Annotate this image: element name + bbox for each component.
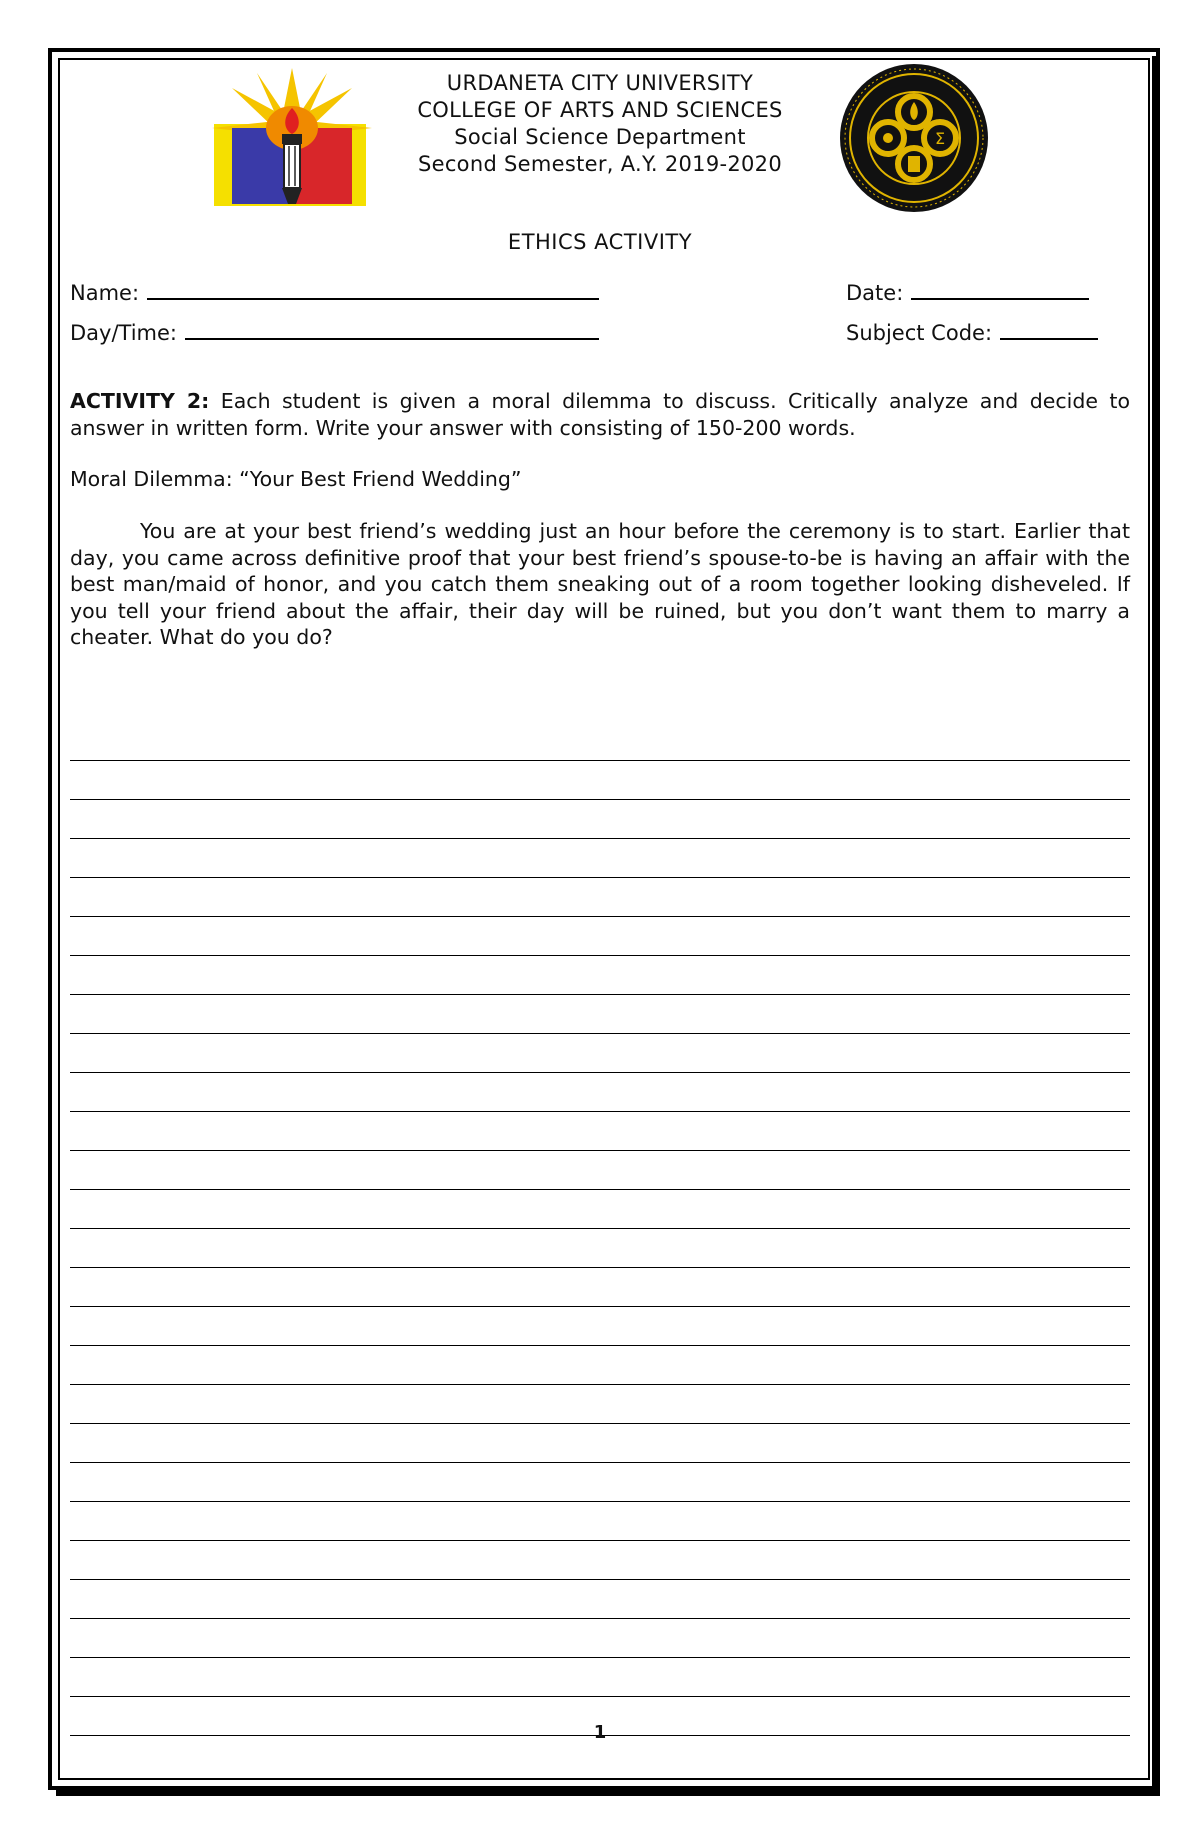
subject-code-blank[interactable] — [1000, 320, 1098, 340]
university-logo-icon — [212, 68, 372, 208]
activity-instructions — [70, 388, 1130, 441]
college-seal-icon — [838, 62, 990, 214]
answer-line[interactable] — [70, 800, 1130, 839]
dilemma-text: You are at your best friend’s wedding just an hour before the ceremony is to start. Earlier that day, you came across definitive proof that your best friend’s spouse-to-be is having an affair with the best man/maid of honor, and you catch them sneaking out of a room together looking disheveled. If you tell your friend about the affair, their day will be ruined, but you don’t want them to marry a cheater. What do you do? — [70, 519, 1130, 649]
frame-shadow-bottom — [56, 1788, 1160, 1796]
document-header — [380, 70, 820, 178]
answer-lines[interactable] — [70, 722, 1130, 1736]
answer-line[interactable] — [70, 1229, 1130, 1268]
page-title: ETHICS ACTIVITY — [507, 230, 693, 254]
answer-line[interactable] — [70, 1619, 1130, 1658]
date-label: Date: — [846, 281, 904, 305]
dilemma-heading: Moral Dilemma: “Your Best Friend Wedding” — [70, 467, 522, 491]
college-name: COLLEGE OF ARTS AND SCIENCES — [417, 98, 783, 122]
answer-line[interactable] — [70, 1424, 1130, 1463]
name-blank[interactable] — [147, 280, 599, 300]
daytime-label: Day/Time: — [70, 321, 178, 345]
answer-line[interactable] — [70, 1190, 1130, 1229]
name-field[interactable] — [70, 280, 599, 305]
subject-code-field[interactable] — [846, 320, 1098, 345]
svg-text:Σ: Σ — [934, 129, 946, 148]
answer-line[interactable] — [70, 1034, 1130, 1073]
answer-line[interactable] — [70, 1151, 1130, 1190]
answer-line[interactable] — [70, 1073, 1130, 1112]
answer-line[interactable] — [70, 995, 1130, 1034]
daytime-blank[interactable] — [185, 320, 599, 340]
activity-label: ACTIVITY 2: — [70, 389, 210, 413]
name-label: Name: — [70, 281, 140, 305]
answer-line[interactable] — [70, 761, 1130, 800]
answer-line[interactable] — [70, 839, 1130, 878]
answer-line[interactable] — [70, 917, 1130, 956]
university-name: URDANETA CITY UNIVERSITY — [446, 71, 754, 95]
answer-line[interactable] — [70, 1463, 1130, 1502]
answer-line[interactable] — [70, 956, 1130, 995]
subject-code-label: Subject Code: — [846, 321, 993, 345]
frame-shadow-right — [1152, 56, 1160, 1796]
activity-text: Each student is given a moral dilemma to discuss. Critically analyze and decide to answer in written form. Write your answer with consisting of 150-200 words. — [70, 389, 1130, 440]
semester-label: Second Semester, A.Y. 2019-2020 — [417, 152, 783, 176]
answer-line[interactable] — [70, 878, 1130, 917]
answer-line[interactable] — [70, 722, 1130, 761]
answer-line[interactable] — [70, 1580, 1130, 1619]
answer-line[interactable] — [70, 1385, 1130, 1424]
answer-line[interactable] — [70, 1268, 1130, 1307]
date-field[interactable] — [846, 280, 1089, 305]
answer-line[interactable] — [70, 1658, 1130, 1697]
date-blank[interactable] — [911, 280, 1089, 300]
answer-line[interactable] — [70, 1541, 1130, 1580]
daytime-field[interactable] — [70, 320, 599, 345]
answer-line[interactable] — [70, 1112, 1130, 1151]
answer-line[interactable] — [70, 1346, 1130, 1385]
department-name: Social Science Department — [454, 125, 746, 149]
page-number: 1 — [593, 1722, 607, 1743]
answer-line[interactable] — [70, 1307, 1130, 1346]
answer-line[interactable] — [70, 1502, 1130, 1541]
